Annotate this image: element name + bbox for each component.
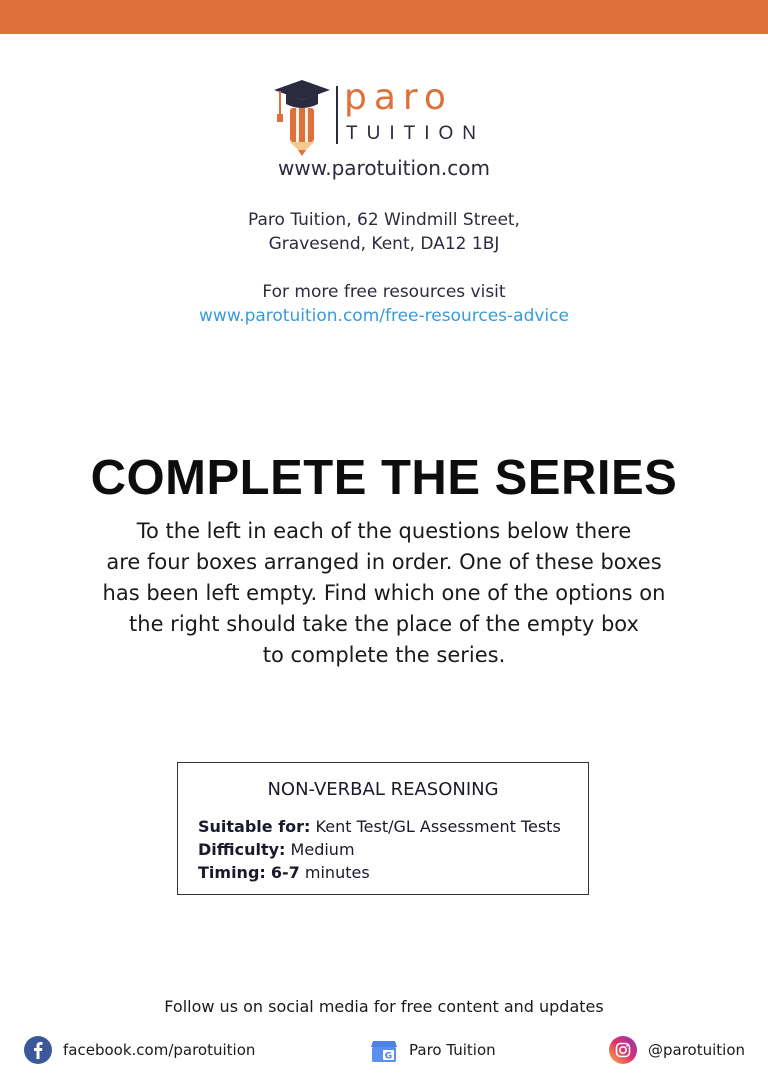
address-line: Paro Tuition, 62 Windmill Street,	[248, 210, 520, 230]
address-line: Gravesend, Kent, DA12 1BJ	[268, 234, 500, 254]
graduation-pencil-icon	[272, 78, 332, 158]
logo-word-paro: paro	[344, 77, 453, 118]
svg-text:G: G	[384, 1051, 393, 1062]
logo-word-tuition: TUITION	[346, 123, 485, 144]
google-my-business-icon	[369, 1035, 399, 1065]
free-resources-link[interactable]: www.parotuition.com/free-resources-advice	[199, 306, 569, 326]
instruction-line: to complete the series.	[262, 643, 506, 667]
difficulty-value: Medium	[290, 840, 355, 859]
test-info-box	[177, 762, 589, 895]
info-heading: NON-VERBAL REASONING	[267, 779, 499, 800]
page-title: COMPLETE THE SERIES	[90, 451, 678, 505]
instruction-line: To the left in each of the questions below there	[136, 519, 632, 543]
timing-line	[198, 861, 561, 884]
instagram-icon	[608, 1035, 638, 1065]
timing-label: Timing:	[198, 863, 266, 882]
timing-unit: minutes	[304, 863, 370, 882]
facebook-icon	[23, 1035, 53, 1065]
difficulty-line	[198, 838, 561, 861]
more-resources	[0, 280, 768, 328]
instruction-line: are four boxes arranged in order. One of these boxes	[106, 550, 662, 574]
address	[0, 208, 768, 256]
instruction-line: the right should take the place of the empty box	[129, 612, 639, 636]
google-business-label: Paro Tuition	[409, 1041, 496, 1059]
website-url[interactable]: www.parotuition.com	[277, 156, 491, 180]
logo-divider	[336, 86, 338, 144]
timing-value: 6-7	[270, 863, 300, 882]
facebook-link[interactable]	[23, 1034, 255, 1066]
info-details	[198, 815, 561, 884]
instruction-line: has been left empty. Find which one of the options on	[102, 581, 666, 605]
facebook-label: facebook.com/parotuition	[63, 1041, 256, 1059]
instructions	[40, 516, 728, 671]
follow-us-text: Follow us on social media for free content and updates	[164, 997, 604, 1016]
instagram-label: @parotuition	[648, 1041, 746, 1059]
suitable-for-value: Kent Test/GL Assessment Tests	[315, 817, 561, 836]
paro-tuition-logo	[272, 78, 502, 158]
difficulty-label: Difficulty:	[198, 840, 286, 859]
more-resources-label: For more free resources visit	[262, 282, 506, 302]
google-business-link[interactable]	[369, 1034, 496, 1066]
suitable-for-line	[198, 815, 561, 838]
top-accent-bar	[0, 0, 768, 34]
instagram-link[interactable]	[608, 1034, 745, 1066]
suitable-for-label: Suitable for:	[198, 817, 311, 836]
